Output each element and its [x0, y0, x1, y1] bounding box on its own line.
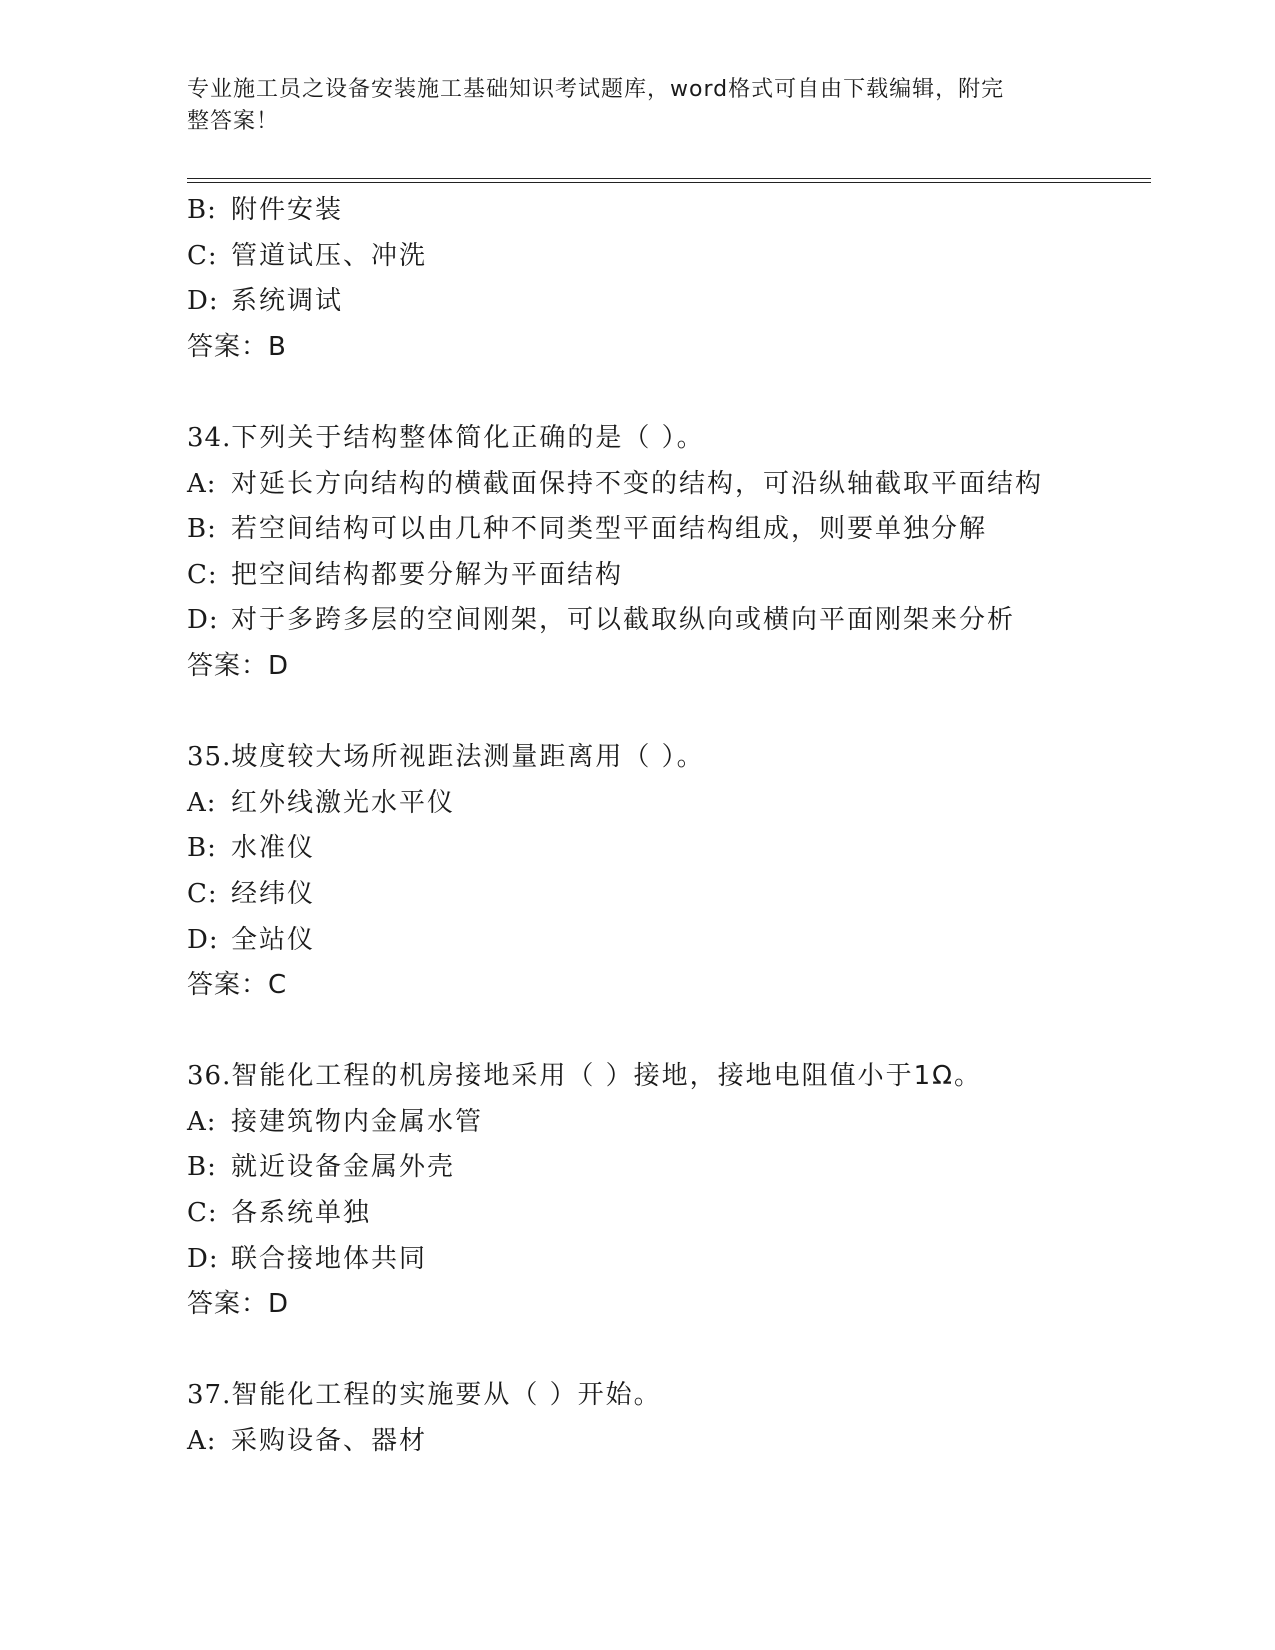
question-text: 坡度较大场所视距法测量距离用（ ）。 [231, 742, 705, 773]
spacer [187, 1328, 1147, 1374]
option-c [187, 234, 1147, 280]
option-key: C: [187, 240, 218, 271]
question-list [187, 188, 1147, 1465]
option-d [187, 918, 1147, 964]
option-text: 联合接地体共同 [231, 1243, 428, 1274]
option-key: D: [187, 924, 219, 955]
answer-line: 答案：D [187, 1289, 290, 1320]
question-35 [187, 735, 1147, 1009]
option-text: 经纬仪 [231, 878, 316, 909]
spacer [187, 690, 1147, 736]
answer-line: 答案：B [187, 331, 287, 362]
header-divider-bottom [187, 182, 1151, 183]
option-a [187, 1100, 1147, 1146]
option-b [187, 507, 1147, 553]
answer-line: 答案：D [187, 650, 290, 681]
option-key: B: [187, 514, 217, 545]
option-d [187, 598, 1147, 644]
header-line-1: 专业施工员之设备安装施工基础知识考试题库，word格式可自由下载编辑，附完 [187, 77, 1005, 102]
question-text: 智能化工程的机房接地采用（ ）接地，接地电阻值小于1Ω。 [231, 1061, 983, 1092]
document-header [187, 74, 1087, 138]
option-text: 管道试压、冲洗 [231, 240, 428, 271]
option-d [187, 279, 1147, 325]
question-stem [187, 1373, 1147, 1419]
option-key: A: [187, 787, 217, 818]
question-text: 下列关于结构整体简化正确的是（ ）。 [231, 422, 705, 453]
option-text: 全站仪 [231, 924, 316, 955]
option-text: 水准仪 [231, 833, 316, 864]
header-divider-top [187, 178, 1151, 179]
question-33-tail [187, 188, 1147, 370]
question-text: 智能化工程的实施要从（ ）开始。 [231, 1380, 662, 1411]
option-text: 附件安装 [231, 195, 344, 225]
option-text: 采购设备、器材 [231, 1426, 428, 1457]
option-text: 对于多跨多层的空间刚架，可以截取纵向或横向平面刚架来分析 [231, 605, 1016, 636]
option-key: D: [187, 605, 219, 636]
question-stem [187, 735, 1147, 781]
option-text: 红外线激光水平仪 [231, 787, 456, 818]
header-line-2: 整答案！ [187, 109, 280, 134]
option-key: B: [187, 195, 217, 225]
question-number: 36. [187, 1061, 232, 1092]
question-number: 37. [187, 1380, 232, 1411]
option-key: B: [187, 833, 217, 864]
option-key: A: [187, 1106, 217, 1137]
option-a [187, 781, 1147, 827]
option-text: 接建筑物内金属水管 [231, 1106, 484, 1137]
option-text: 各系统单独 [231, 1198, 372, 1229]
option-b [187, 826, 1147, 872]
question-number: 35. [187, 742, 232, 773]
option-text: 就近设备金属外壳 [231, 1152, 456, 1183]
option-b [187, 1145, 1147, 1191]
question-stem [187, 416, 1147, 462]
option-key: D: [187, 286, 219, 317]
spacer [187, 370, 1147, 416]
answer-line: 答案：C [187, 970, 288, 1001]
option-key: C: [187, 878, 218, 909]
option-a [187, 1419, 1147, 1465]
question-stem [187, 1054, 1147, 1100]
option-key: C: [187, 559, 218, 590]
option-key: A: [187, 468, 217, 499]
option-text: 把空间结构都要分解为平面结构 [231, 559, 624, 590]
option-key: B: [187, 1152, 217, 1183]
option-a [187, 462, 1147, 508]
option-b [187, 188, 1147, 234]
option-text: 若空间结构可以由几种不同类型平面结构组成，则要单独分解 [231, 514, 988, 545]
question-number: 34. [187, 422, 232, 453]
spacer [187, 1009, 1147, 1055]
option-c [187, 872, 1147, 918]
option-key: A: [187, 1426, 217, 1457]
option-c [187, 553, 1147, 599]
option-d [187, 1237, 1147, 1283]
option-text: 对延长方向结构的横截面保持不变的结构，可沿纵轴截取平面结构 [231, 468, 1044, 499]
option-text: 系统调试 [231, 286, 344, 317]
question-34 [187, 416, 1147, 690]
option-key: D: [187, 1243, 219, 1274]
option-key: C: [187, 1198, 218, 1229]
question-36 [187, 1054, 1147, 1328]
question-37 [187, 1373, 1147, 1464]
option-c [187, 1191, 1147, 1237]
